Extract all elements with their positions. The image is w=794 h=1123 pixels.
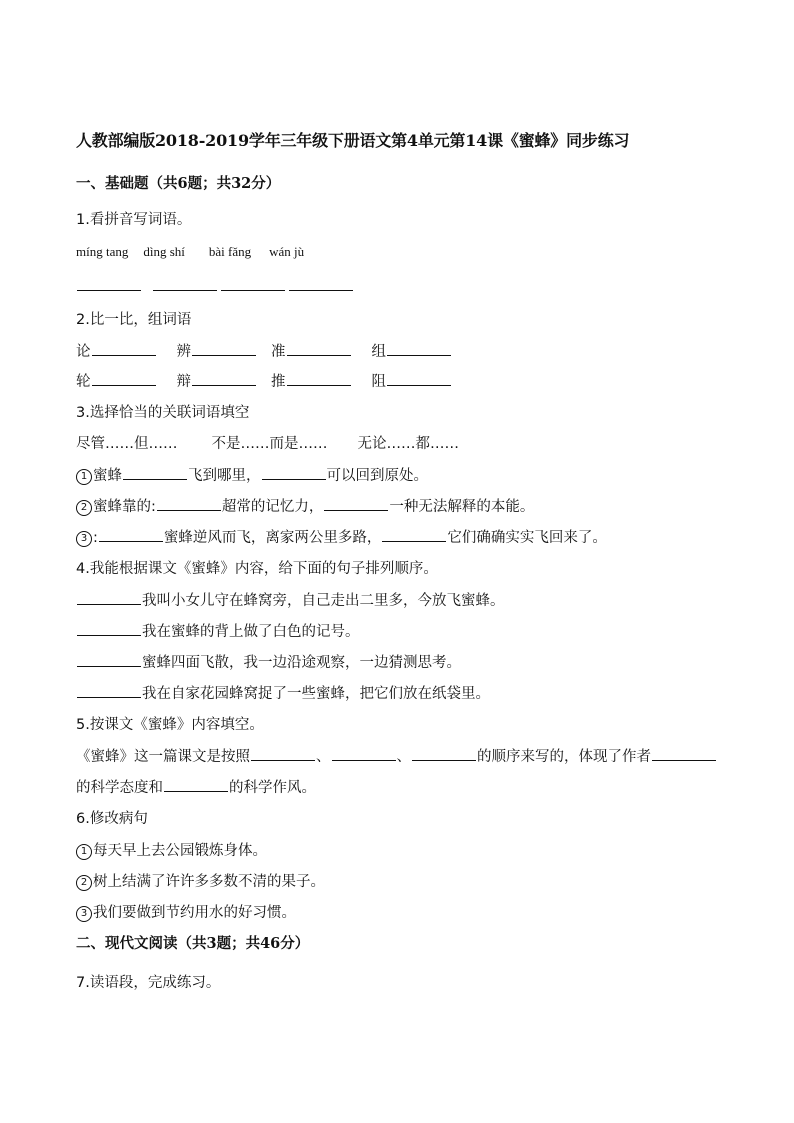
sentence-text: 飞到哪里， — [188, 468, 261, 484]
section-heading-reading: 二、现代文阅读（共3题；共46分） — [76, 935, 310, 952]
character: 组 — [371, 344, 386, 360]
answer-blank[interactable] — [92, 371, 156, 386]
answer-blank[interactable] — [289, 276, 353, 291]
sentence-text: 《蜜蜂》这一篇课文是按照 — [76, 749, 250, 765]
answer-blank[interactable] — [77, 276, 141, 291]
conjunction-option: 不是……而是…… — [211, 436, 328, 452]
sentence-text: 的顺序来写的，体现了作者 — [477, 749, 651, 765]
character: 轮 — [76, 374, 91, 390]
answer-blank[interactable] — [157, 496, 221, 511]
circled-number: 2 — [76, 500, 92, 516]
answer-blank[interactable] — [382, 527, 446, 542]
question-4-prompt: 4.我能根据课文《蜜蜂》内容，给下面的句子排列顺序。 — [76, 561, 438, 577]
conjunction-option: 无论……都…… — [357, 436, 459, 452]
sentence-text: 我叫小女儿守在蜂窝旁，自己走出二里多，今放飞蜜蜂。 — [142, 593, 505, 609]
answer-blank[interactable] — [99, 527, 163, 542]
answer-blank[interactable] — [251, 746, 315, 761]
answer-blank[interactable] — [92, 341, 156, 356]
answer-blank[interactable] — [77, 652, 141, 667]
question-2-prompt: 2.比一比，组词语 — [76, 312, 192, 328]
answer-blank[interactable] — [287, 371, 351, 386]
question-3-sentence-3 — [76, 526, 607, 547]
pinyin-item: míng tang — [76, 244, 129, 259]
answer-blank[interactable] — [324, 496, 388, 511]
question-4-item — [76, 589, 505, 610]
answer-blank[interactable] — [123, 465, 187, 480]
sentence-text: 超常的记忆力， — [221, 499, 324, 515]
answer-blank[interactable] — [153, 276, 217, 291]
sentence-text: 可以回到原处。 — [326, 468, 428, 484]
pinyin-item: dìng shí — [143, 244, 185, 259]
answer-blank[interactable] — [192, 371, 256, 386]
sentence-text: 树上结满了许许多多数不清的果子。 — [93, 874, 325, 890]
pinyin-item: bài fǎng — [208, 244, 252, 259]
character: 阻 — [371, 374, 386, 390]
answer-blank[interactable] — [77, 683, 141, 698]
character: 准 — [271, 344, 286, 360]
character: 论 — [76, 344, 91, 360]
answer-blank[interactable] — [262, 465, 326, 480]
answer-blank[interactable] — [332, 746, 396, 761]
pinyin-item: wán jù — [269, 244, 305, 259]
circled-number: 1 — [76, 469, 92, 485]
question-6-prompt: 6.修改病句 — [76, 811, 148, 827]
question-2-row-2 — [76, 370, 452, 391]
question-5-line-1 — [76, 745, 717, 766]
question-5-line-2 — [76, 776, 316, 797]
question-4-item — [76, 651, 461, 672]
question-3-options — [76, 432, 459, 453]
question-5-prompt: 5.按课文《蜜蜂》内容填空。 — [76, 717, 264, 733]
sentence-text: 蜜蜂四面飞散，我一边沿途观察，一边猜测思考。 — [142, 655, 461, 671]
separator: 、 — [396, 749, 411, 765]
character: 辨 — [176, 344, 191, 360]
worksheet-page — [76, 0, 718, 1123]
answer-blank[interactable] — [652, 746, 716, 761]
answer-blank[interactable] — [221, 276, 285, 291]
document-title: 人教部编版2018-2019学年三年级下册语文第4单元第14课《蜜蜂》同步练习 — [76, 131, 630, 150]
question-1-pinyin-row — [76, 244, 304, 260]
question-2-row-1 — [76, 340, 452, 361]
conjunction-option: 尽管……但…… — [76, 436, 178, 452]
answer-blank[interactable] — [77, 621, 141, 636]
separator: 、 — [316, 749, 331, 765]
question-1-prompt: 1.看拼音写词语。 — [76, 212, 192, 228]
circled-number: 3 — [76, 531, 92, 547]
answer-blank[interactable] — [387, 371, 451, 386]
answer-blank[interactable] — [192, 341, 256, 356]
sentence-text: 我在蜜蜂的背上做了白色的记号。 — [142, 624, 360, 640]
question-6-item — [76, 870, 325, 891]
question-6-item — [76, 839, 267, 860]
circled-number: 1 — [76, 844, 92, 860]
question-4-item — [76, 682, 490, 703]
answer-blank[interactable] — [164, 777, 228, 792]
circled-number: 3 — [76, 906, 92, 922]
question-6-item — [76, 901, 296, 922]
sentence-text: : — [93, 530, 98, 546]
question-3-prompt: 3.选择恰当的关联词语填空 — [76, 405, 250, 421]
sentence-text: 蜜蜂靠的: — [93, 499, 156, 515]
sentence-text: 它们确确实实飞回来了。 — [447, 530, 607, 546]
sentence-text: 蜜蜂逆风而飞，离家两公里多路， — [163, 530, 382, 546]
circled-number: 2 — [76, 875, 92, 891]
answer-blank[interactable] — [412, 746, 476, 761]
answer-blank[interactable] — [287, 341, 351, 356]
question-3-sentence-1 — [76, 464, 428, 485]
question-1-answer-blanks — [76, 276, 354, 295]
sentence-text: 每天早上去公园锻炼身体。 — [93, 843, 267, 859]
section-heading-basic: 一、基础题（共6题；共32分） — [76, 175, 281, 192]
sentence-text: 的科学态度和 — [76, 780, 163, 796]
question-7-prompt: 7.读语段，完成练习。 — [76, 975, 221, 991]
answer-blank[interactable] — [387, 341, 451, 356]
question-4-item — [76, 620, 360, 641]
character: 推 — [271, 374, 286, 390]
question-3-sentence-2 — [76, 495, 534, 516]
sentence-text: 我在自家花园蜂窝捉了一些蜜蜂，把它们放在纸袋里。 — [142, 686, 490, 702]
character: 辩 — [176, 374, 191, 390]
sentence-text: 蜜蜂 — [93, 468, 122, 484]
sentence-text: 的科学作风。 — [229, 780, 316, 796]
answer-blank[interactable] — [77, 590, 141, 605]
sentence-text: 一种无法解释的本能。 — [389, 499, 535, 515]
sentence-text: 我们要做到节约用水的好习惯。 — [93, 905, 296, 921]
